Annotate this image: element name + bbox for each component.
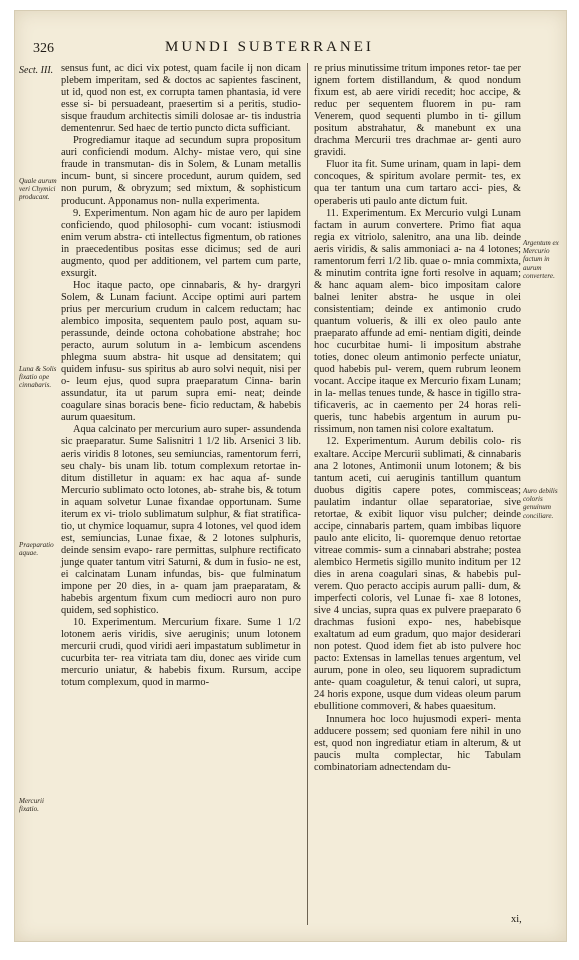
paragraph: Aqua calcinato per mercurium auro super- assundenda sic praeparatur. Sume Salisnitri 1 1/2 lib. Arsenici 3 lib. aeris viridis 8 lotones, seu semiuncias, ramentorum ferri, seu chaly- bis unam lib. totum complexum retortae in- ditum distilletur in aquam: ex hac aqua af- sunde Mercurio sublimato octo lotones, ab- strahe bis, & totum in aquam solvetur Lunae fixandae opportunam. Sume iterum ex vi- triolo sublimatum sulphur, & fiat stratifica- tio, ut chymice loquamur, supra 4 lotones, vel quod idem est, semiuncias, Lunae fixae, & 2 lotones sulphuris, deinde sensim evapo- rare permittas, sulphure rectificato junge quater tantum vitri Saturni, & dum in fusio- ne est, ei calcinatam Lunam infundas, bis- que fulminatum impone per 20 dies, in a- quam jam praeparatam, & habebis argentum fixum cum mediocri auro non puro quidem, sed sophistico. (61, 424, 301, 617)
column-divider (307, 63, 308, 925)
paragraph: 9. Experimentum. Non agam hic de auro per lapidem conficiendo, quod philosophi- cum vocant: istiusmodi enim verum abstra- cti intellectus figmentum, ob rationes in praecedentibus positas esse dicimus; sed de auri augmento, quod per additionem, vel partem cum parte, exsurgit. (61, 207, 301, 279)
paragraph: re prius minutissime tritum impones retor- tae per ignem fortem distillandum, & quod nondum fixum est, ab aere viridi recedit; hoc accipe, & reduc per sequentem fluorem in pu- ram Venerem, quod sequenti plumbo in ti- gillum positum abstrahatur, & manebunt ex una drachma Mercurii tres drachmae ar- genti auro gravidi. (314, 63, 521, 159)
paragraph: Progrediamur itaque ad secundum supra propositum auri conficiendi modum. Alchy- mistae vero, qui sine fraude in transmutan- dis in Solem, & Lunam metallis incum- bunt, si sincere procedunt, aurum quidem, sed non purum, & obryzum; sed mixtum, & sophisticum producunt. Apponamus non- nulla experimenta. (61, 135, 301, 207)
margin-note-luna-sol: Luna & Solis fixatio ope cinnabaris. (19, 365, 57, 390)
section-marker: Sect. III. (19, 65, 54, 76)
paragraph: 12. Experimentum. Aurum debilis colo- ris exaltare. Accipe Mercurii sublimati, & cinnabaris ana 2 lotones, Antimonii unum lotonem; & bis tantum aceti, cui aeruginis tantillum quantum duobus digitis capere potes, commisceas; paulatim indantur ollae separatoriae, sive retortae, & exibit liquor visu pulcher; deinde accipe, cinnabaris partem, quam imbibas liquore paulo ante elicito, li- quoremque denuo retortae vitreae commis- sum a cinnabari abstrahe; postea alembico Hermetis sigillo munito inditum per 12 dies in arena coagulari sinas, & habebis pul- verem. Quo peracto accipis aurum palli- dum, & imperfecti coloris, vel Lunae fi- xae 8 lotones, sive 4 uncias, supra quas ex pulvere praeparato 6 drachmas fusioni expo- nes, habebisque exaltatum ad eum gradum, quo major desiderari non potest. Quod idem fiet ab isto pulvere hoc pacto: Extensas in lamellas tenues argentum, vel aurum, pone in oleo, seu liquorem supradictum ante- quam coaguletur, & tenui calori, ut supra, 24 horis expone, usque dum videas oleum parum ebullitione commoveri, & habes quaesitum. (314, 436, 521, 713)
catchword: xi, (511, 914, 522, 925)
paragraph: Hoc itaque pacto, ope cinnabaris, & hy- drargyri Solem, & Lunam faciunt. Accipe optimi auri partem prius per mercurium crudum in calcem reductam; hac alembico imposita, sequentem paulo post, aquam su- perassunde, deinde octona cohobatione abstrahe; hoc peracto, aurum solutum in a- lembicum ascendens phlegma suum abstra- hit usque ad densitatem; qui quidem infusu- sus spiritus ab auro solvi nequit, nisi per o- leum ejus, quod supra praeparatum Cinna- barin assundatur, ita ut parum supra emi- neat; deinde coagulare sinas boracis bene- ficio reductam, & habebis aurum quaesitum. (61, 279, 301, 424)
paragraph: Fluor ita fit. Sume urinam, quam in lapi- dem concoques, & spiritum avolare permit- tes, ex qua ter tantum una cum tartaro acci- pies, & operaberis uti paulo ante dictum fuit. (314, 159, 521, 207)
paragraph: 11. Experimentum. Ex Mercurio vulgi Lunam factam in aurum convertere. Primo fiat aqua regia ex vitriolo, salenitro, ana una lib. deinde aeris viridis, & salis ammoniaci a- na 4 lotones; ramentorum ferri 1/2 lib. quae o- mnia commixta, & minutim contrita igne forti resolve in aquam; & hanc aquam alem- bico impositam calore balnei leniter abstra- he usque in olei consistentiam; deinde ex antimonio crudo quantum volueris, & illi ex oleo paulo ante praeparato affunde ad emi- nentiam digiti, deinde hoc cucurbitae humi- li impositum abstrahe toties, donec oleum antimonio perfecte uniatur, quod habebis pul- verem, quem rubrum leonem vocant. Accipe itaque ex Mercurio fixam Lunam; in la- mellas tenues tunde, & hasce in tigillo stra- tificaveris, ac in caemento per 24 horas reli- queris, tunc habebis argentum in aurum pu- rissimum, non tamen nisi colore exaltatum. (314, 207, 521, 436)
paragraph: 10. Experimentum. Mercurium fixare. Sume 1 1/2 lotonem aeris viridis, sive aeruginis; unum lotonem mercurii crudi, quod viridi aeri impastatum sublimetur in cucurbita ter- rea vitriata tam diu, donec aes viride cum mercurio uniatur, & habebis fixum. Rursum, accipe totum complexum, quod in marmo- (61, 617, 301, 689)
margin-note-argentum: Argentum ex Mercurio factum in aurum convertere. (523, 239, 559, 280)
margin-note-mercurii-fixatio: Mercurii fixatio. (19, 797, 44, 814)
margin-note-quale-aurum: Quale aurum veri Chymici producant. (19, 177, 57, 202)
page-number: 326 (33, 41, 54, 56)
book-page (14, 10, 567, 942)
left-column (61, 63, 301, 689)
margin-note-praeparatio: Praeparatio aquae. (19, 541, 54, 558)
running-title: MUNDI SUBTERRANEI (165, 39, 374, 55)
paragraph: sensus funt, ac dici vix potest, quam facile ij non dicam plebem imperitam, sed & doctos ac sapientes fascinent, ut id, quod non est, ex corrupta tamen phantasia, id vere esse si- bi persuadeant, praesertim si a peritis, studio- sisque fraudum architectis simili dolosae ar- tis industria dementenrur. Sed haec de tertio puncto dicta sufficiant. (61, 63, 301, 135)
paragraph: Innumera hoc loco hujusmodi experi- menta adducere possem; sed quoniam fere nihil in uno est, quod non ingrediatur etiam in alterum, & ut paucis multa complectar, hic Tabulam combinatoriam adnectendam du- (314, 713, 521, 773)
right-column (314, 63, 521, 774)
margin-note-auro-debilis: Auro debilis coloris genuinum conciliare. (523, 487, 558, 520)
